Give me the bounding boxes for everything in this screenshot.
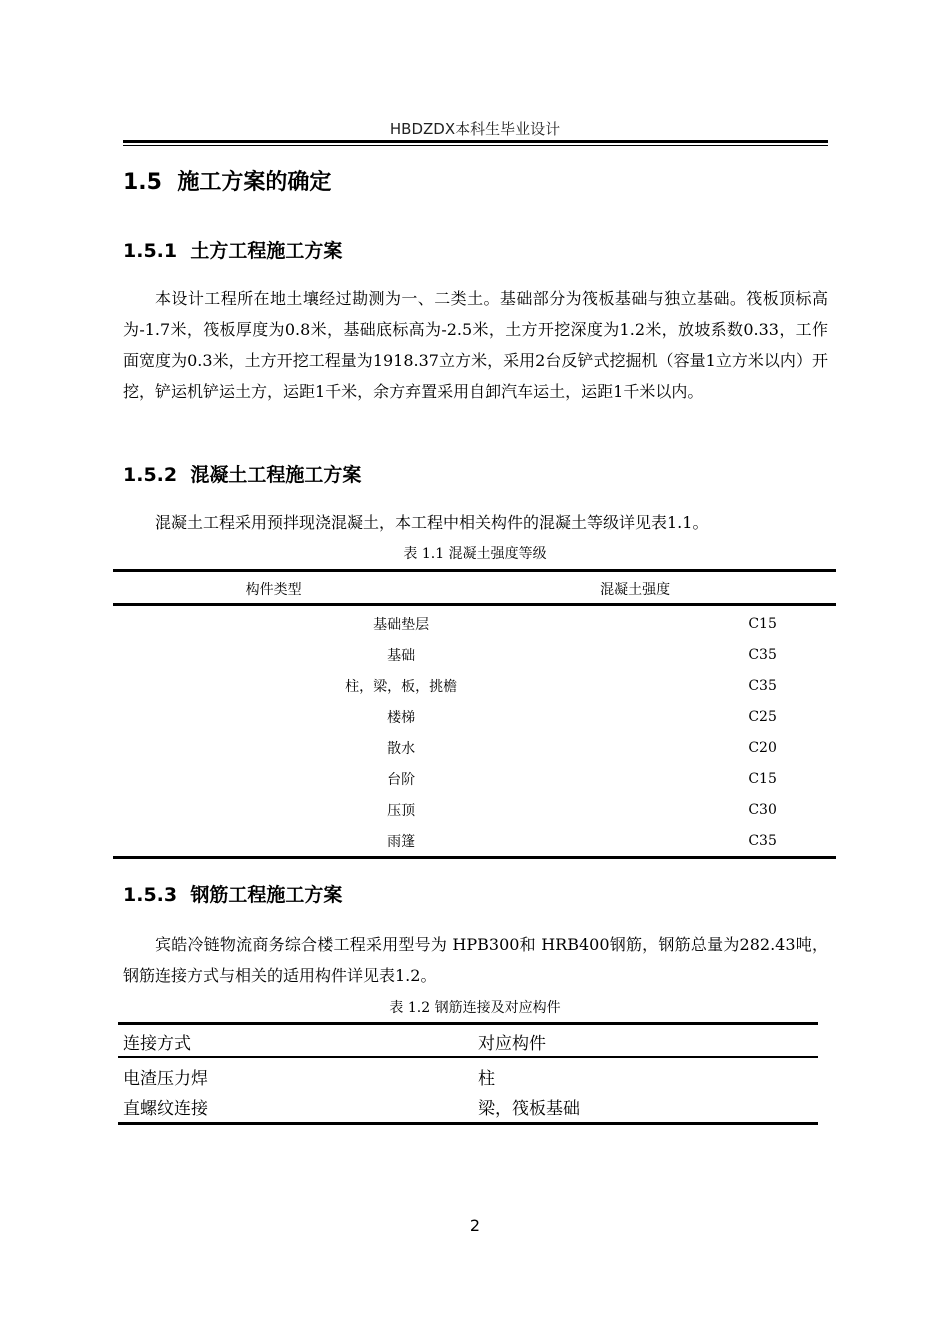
table-row: [113, 732, 836, 763]
rebar-connection-table: [118, 1026, 818, 1056]
subsection-heading-rebar: [123, 880, 342, 907]
table-cell: 柱: [478, 1068, 495, 1089]
table-header-cell: 混凝土强度: [600, 581, 671, 598]
table1-bottom-rule: [113, 856, 836, 859]
header-rule-thick: [123, 140, 828, 143]
table2-bottom-rule: [118, 1122, 818, 1125]
table-row: [118, 1091, 818, 1121]
table-row: [113, 670, 836, 701]
table-row: [113, 639, 836, 670]
table-cell: 电渣压力焊: [123, 1068, 208, 1089]
table2-top-rule: [118, 1022, 818, 1025]
table-cell: C30: [748, 801, 777, 818]
subsection-number: 1.5.2: [123, 464, 178, 486]
table1-mid-rule: [113, 603, 836, 606]
table-row: [113, 608, 836, 639]
subsection-heading-earthwork: [123, 236, 342, 263]
table-header-row: [118, 1026, 818, 1056]
table-cell: 压顶: [387, 802, 416, 819]
header-rule-thin: [123, 145, 828, 146]
table-row: [113, 763, 836, 794]
table2-caption: 表 1.2 钢筋连接及对应构件: [389, 1000, 561, 1016]
table-cell: C15: [748, 615, 777, 632]
concrete-grade-table: [113, 573, 836, 604]
concrete-paragraph: 混凝土工程采用预拌现浇混凝土，本工程中相关构件的混凝土等级详见表1.1。: [155, 513, 709, 532]
table-cell: 柱，梁，板，挑檐: [345, 678, 458, 695]
table-cell: C35: [748, 832, 777, 849]
table-row: [118, 1061, 818, 1091]
table-cell: 台阶: [387, 771, 416, 788]
table-row: [113, 825, 836, 856]
section-heading: [123, 165, 331, 196]
section-title: 施工方案的确定: [177, 170, 332, 195]
table-cell: 基础: [387, 647, 416, 664]
subsection-number: 1.5.3: [123, 884, 178, 906]
earthwork-paragraph: 本设计工程所在地土壤经过勘测为一、二类土。基础部分为筏板基础与独立基础。筏板顶标高为-1.7米，筏板厚度为0.8米，基础底标高为-2.5米，土方开挖深度为1.2米，放坡系数0.33，工作面宽度为0.3米，土方开挖工程量为1918.37立方米，采用2台反铲式挖掘机（容量1立方米以内）开挖，铲运机铲运土方，运距1千米，余方弃置采用自卸汽车运土，运距1千米以内。: [123, 289, 828, 401]
subsection-title: 钢筋工程施工方案: [190, 884, 343, 906]
table-header-cell: 构件类型: [245, 581, 302, 598]
subsection-title: 混凝土工程施工方案: [190, 464, 362, 486]
subsection-number: 1.5.1: [123, 240, 178, 262]
table-cell: 基础垫层: [373, 616, 430, 633]
subsection-title: 土方工程施工方案: [190, 240, 343, 262]
table-cell: 楼梯: [387, 709, 416, 726]
page-number: 2: [469, 1216, 481, 1235]
subsection-heading-concrete: [123, 460, 361, 487]
table-cell: C25: [748, 708, 777, 725]
table2-mid-rule: [118, 1056, 818, 1058]
page-header-title: HBDZDX本科生毕业设计: [389, 120, 561, 138]
table-cell: 散水: [387, 740, 416, 757]
table-cell: C20: [748, 739, 777, 756]
table-cell: 直螺纹连接: [123, 1098, 208, 1119]
table1-top-rule: [113, 569, 836, 572]
table-header-cell: 对应构件: [478, 1033, 546, 1054]
table-row: [113, 701, 836, 732]
table-header-cell: 连接方式: [123, 1033, 191, 1054]
table1-caption: 表 1.1 混凝土强度等级: [403, 546, 547, 562]
rebar-connection-table-body: [118, 1061, 818, 1121]
concrete-grade-table-body: [113, 608, 836, 856]
table-row: [113, 794, 836, 825]
table-cell: 梁，筏板基础: [478, 1098, 580, 1119]
table-header-row: [113, 573, 836, 604]
table-cell: 雨篷: [387, 833, 416, 850]
section-number: 1.5: [123, 170, 162, 195]
table-cell: C35: [748, 646, 777, 663]
table-cell: C15: [748, 770, 777, 787]
table-cell: C35: [748, 677, 777, 694]
rebar-paragraph: 宾皓冷链物流商务综合楼工程采用型号为 HPB300和 HRB400钢筋，钢筋总量为282.43吨，钢筋连接方式与相关的适用构件详见表1.2。: [123, 935, 828, 985]
